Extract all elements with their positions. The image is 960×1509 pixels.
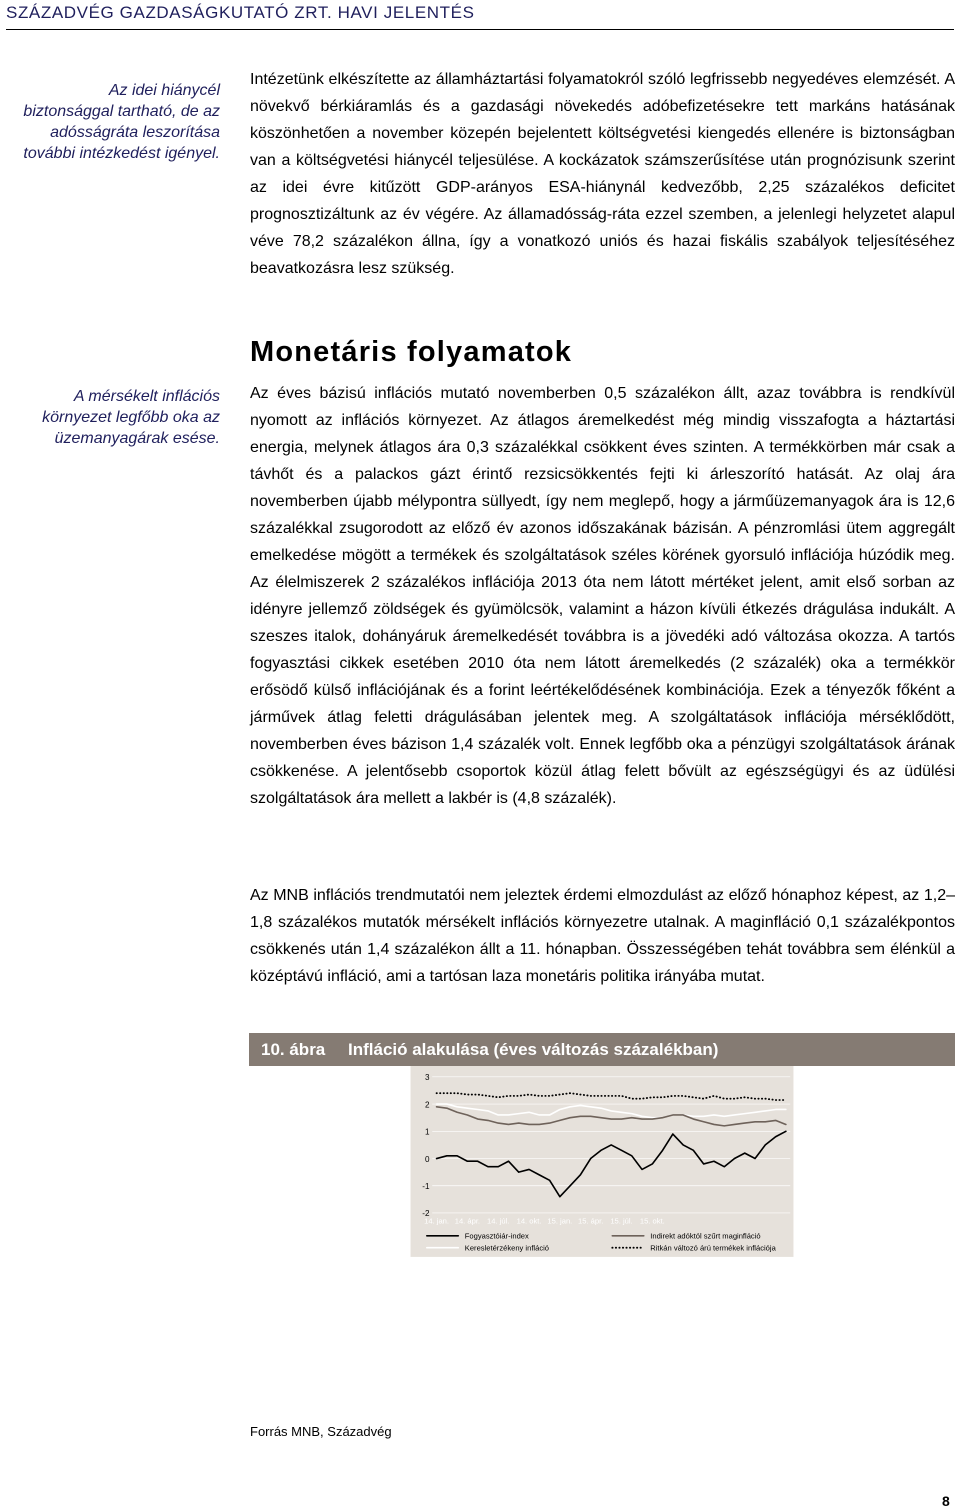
paragraph-fiscal: Intézetünk elkészítette az államháztartási folyamatokról szóló legfrissebb negyedéves elemzését. A növekvő bérkiáramlás és a gazdasági növekedés adóbefizetésekre tett markáns hatásának köszönhetően a november közepén bejelentett költségvetési kiengedés ellenére is biztonságban van a költségvetési hiánycél teljesülése. A kockázatok számszerűsítése után prognózisunk szerint az idei évre kitűzött GDP-arányos ESA-hiánynál kedvezőbb, 2,25 százalékos deficitet prognosztizáltunk az év végére. Az államadósság-ráta ezzel szemben, a jelenlegi helyzetet alapul véve 78,2 százalékon állna, így a vonatkozó uniós és hazai fiskális szabályok teljesítéséhez beavatkozásra lesz szükség. bbox=[250, 71, 955, 277]
x-tick-label: 14. ápr. bbox=[454, 1216, 481, 1226]
y-tick-label: 0 bbox=[424, 1154, 430, 1164]
x-tick-label: 15. jan. bbox=[547, 1216, 573, 1226]
x-tick-label: 14. okt. bbox=[516, 1216, 542, 1226]
figure-header bbox=[249, 1033, 955, 1066]
source-note: Forrás MNB, Századvég bbox=[250, 1424, 392, 1439]
section-title: Monetáris folyamatok bbox=[250, 336, 573, 368]
legend-label: Ritkán változó árú termékek inflációja bbox=[650, 1243, 776, 1253]
x-tick-label: 14. jan. bbox=[424, 1216, 450, 1226]
x-tick-label: 15. okt. bbox=[639, 1216, 665, 1226]
inflation-chart bbox=[249, 1066, 955, 1418]
figure-title: Infláció alakulása (éves változás százalékban) bbox=[348, 1040, 719, 1059]
paragraph-trend-indicators: Az MNB inflációs trendmutatói nem jeleztek érdemi elmozdulást az előző hónaphoz képest, az 1,2–1,8 százalékos mutatók mérsékelt inflációs környezetre utalnak. A maginfláció 0,1 százalékpontos csökkenés után 1,4 százalékon állt a 11. hónapban. Összességében tehát továbbra sem élénkül a középtávú infláció, ami a tartósan laza monetáris politika irányába mutat. bbox=[250, 887, 955, 985]
x-tick-label: 15. júl. bbox=[610, 1216, 633, 1226]
y-tick-label: -2 bbox=[422, 1209, 430, 1219]
sidenote-fiscal: Az idei hiánycél biztonsággal tartható, de az adósságráta leszorítása további intézkedést igényel. bbox=[23, 82, 220, 162]
y-tick-label: 1 bbox=[424, 1127, 430, 1137]
y-tick-label: -1 bbox=[422, 1182, 430, 1192]
figure-number: 10. ábra bbox=[261, 1040, 326, 1059]
paragraph-inflation: Az éves bázisú inflációs mutató novemberben 0,5 százalékon állt, azaz továbbra is rendkívül nyomott az inflációs környezet. Az átlagos áremelkedést még mindig visszafogta a háztartási energia, melynek átlagos ára 0,3 százalékkal csökkent éves szinten. A termékkörben már csak a távhőt és a palackos gázt érintő rezsicsökkentés fejti ki árleszorító hatását. Az olaj ára novemberben újabb mélypontra süllyedt, így nem meglepő, hogy a járműüzemanyagok ára is 12,6 százalékkal zsugorodott az előző év azonos időszakának bázisán. A pénzromlási ütem aggregált emelkedése mögött a termékek és szolgáltatások széles körének gyorsuló inflációja húzódik meg. Az élelmiszerek 2 százalékos inflációja 2013 óta nem látott mértéket jelent, amit első sorban az idényre jellemző zöldségek és gyümölcsök, valamint a házon kívüli étkezés drágulása indukált. A szeszes italok, dohányáruk áremelkedését továbbra is a jövedéki adó változása okozza. A tartós fogyasztási cikkek esetében 2010 óta nem látott áremelkedés (2 százalék) oka a termékkör erősödő külső inflációjának és a forint leértékelődésének kombinációja. Ezek a tényezők főként a járművek átlag feletti drágulásában jelentek meg. A szolgáltatások inflációja mérséklődött, novemberben éves bázison 1,4 százalék volt. Ennek legfőbb oka a pénzügyi szolgáltatások árának csökkenése. A jelentősebb csoportok közül átlag felett bővült az egészségügyi és az üdülési szolgáltatások ára mellett a lakbér is (4,8 százalék). bbox=[250, 385, 955, 807]
y-tick-label: 2 bbox=[424, 1100, 430, 1110]
legend-label: Indirekt adóktól szűrt maginfláció bbox=[650, 1231, 761, 1241]
legend-label: Fogyasztóiár-index bbox=[464, 1231, 529, 1241]
x-tick-label: 14. júl. bbox=[487, 1216, 510, 1226]
legend-label: Keresletérzékeny infláció bbox=[464, 1243, 550, 1253]
sidenote-inflation: A mérsékelt inflációs környezet legfőbb oka az üzemanyagárak esése. bbox=[42, 388, 220, 447]
y-tick-label: 3 bbox=[424, 1073, 430, 1083]
report-header: SZÁZADVÉG GAZDASÁGKUTATÓ ZRT. HAVI JELENTÉS bbox=[6, 3, 954, 30]
page-number: 8 bbox=[942, 1493, 950, 1509]
x-tick-label: 15. ápr. bbox=[578, 1216, 604, 1226]
